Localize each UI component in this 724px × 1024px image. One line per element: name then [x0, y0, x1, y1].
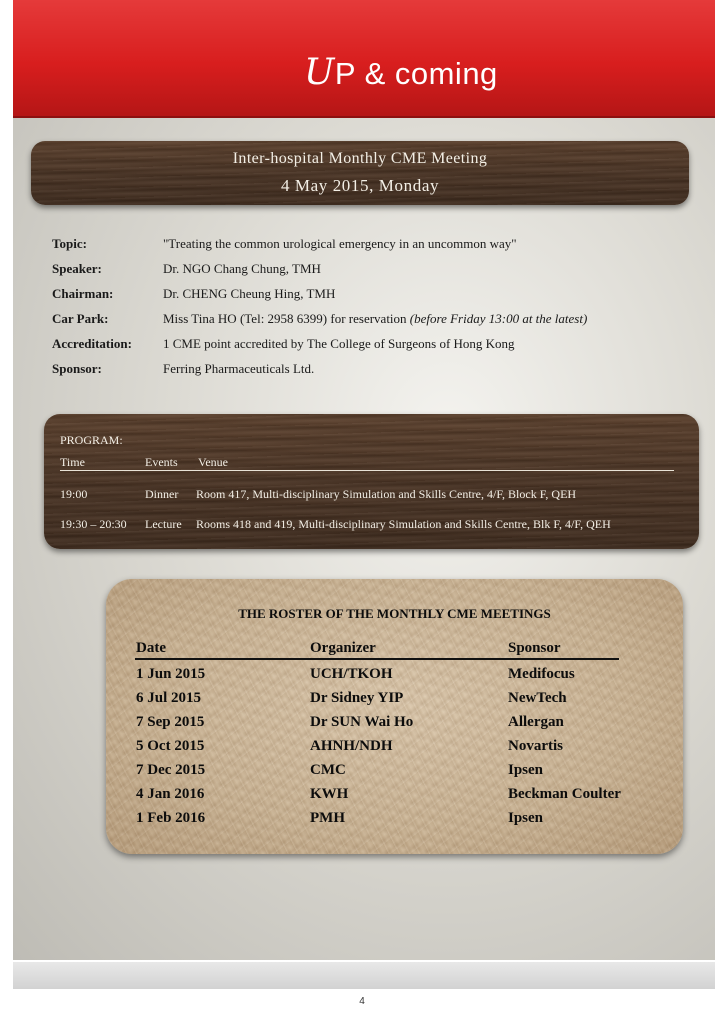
detail-value: Dr. CHENG Cheung Hing, TMH [163, 286, 336, 301]
detail-label: Speaker: [52, 261, 102, 276]
meeting-banner [31, 141, 689, 205]
meeting-title: Inter-hospital Monthly CME Meeting [232, 150, 488, 167]
roster-date: 7 Sep 2015 [136, 714, 205, 730]
program-time: 19:00 [60, 487, 88, 501]
detail-row-speaker [52, 261, 692, 281]
roster-date: 7 Dec 2015 [136, 762, 206, 778]
roster-sponsor: Beckman Coulter [508, 786, 621, 802]
program-event: Lecture [145, 517, 182, 531]
page-number: 4 [359, 996, 365, 1007]
detail-label: Topic: [52, 236, 87, 251]
detail-value: Ferring Pharmaceuticals Ltd. [163, 361, 315, 376]
roster-header-date: Date [136, 640, 166, 656]
detail-row-topic [52, 236, 692, 256]
roster-date: 4 Jan 2016 [136, 786, 205, 802]
program-header-time: Time [60, 455, 85, 469]
program-title: PROGRAM: [60, 433, 123, 447]
program-box [44, 414, 699, 549]
detail-label: Accreditation: [52, 336, 132, 351]
detail-value: 1 CME point accredited by The College of Surgeons of Hong Kong [163, 336, 515, 351]
detail-value: "Treating the common urological emergency in an uncommon way" [163, 236, 517, 251]
roster-organizer: AHNH/NDH [310, 738, 393, 754]
roster-header-sponsor: Sponsor [508, 640, 561, 656]
roster-organizer: KWH [310, 786, 349, 802]
program-time: 19:30 – 20:30 [60, 517, 127, 531]
roster-title: THE ROSTER OF THE MONTHLY CME MEETINGS [238, 606, 551, 621]
footer-bar [13, 962, 715, 989]
section-title [304, 52, 498, 93]
section-title-initial: U [304, 52, 335, 93]
program-header-events: Events [145, 455, 178, 469]
detail-row-sponsor [52, 361, 692, 381]
roster-organizer: Dr Sidney YIP [310, 690, 404, 706]
roster-date: 1 Feb 2016 [136, 810, 206, 826]
section-title-text: P & coming [334, 56, 498, 91]
roster-header-organizer: Organizer [310, 640, 376, 656]
meeting-date: 4 May 2015, Monday [280, 176, 440, 195]
roster-date: 1 Jun 2015 [136, 666, 206, 682]
roster-sponsor: Novartis [508, 738, 563, 754]
program-header-rule [60, 470, 674, 471]
roster-sponsor: NewTech [508, 690, 567, 706]
roster-sponsor: Ipsen [508, 762, 544, 778]
roster-sponsor: Ipsen [508, 810, 544, 826]
program-header-venue: Venue [198, 455, 228, 469]
roster-organizer: PMH [310, 810, 345, 826]
detail-row-car-park [52, 311, 692, 331]
roster-sponsor: Allergan [508, 714, 564, 730]
detail-row-accreditation [52, 336, 692, 356]
detail-label: Sponsor: [52, 361, 102, 376]
program-event: Dinner [145, 487, 179, 501]
roster-sponsor: Medifocus [508, 666, 575, 682]
detail-value: Miss Tina HO (Tel: 2958 6399) for reservation (before Friday 13:00 at the latest) [163, 311, 588, 326]
roster-organizer: UCH/TKOH [310, 666, 393, 682]
header-banner [13, 0, 715, 118]
program-venue: Rooms 418 and 419, Multi-disciplinary Simulation and Skills Centre, Blk F, 4/F, QEH [196, 517, 611, 531]
roster-organizer: Dr SUN Wai Ho [310, 714, 414, 730]
detail-label: Car Park: [52, 311, 109, 326]
detail-value: Dr. NGO Chang Chung, TMH [163, 261, 321, 276]
roster-box [106, 579, 683, 854]
roster-header-rule [135, 658, 619, 660]
roster-date: 6 Jul 2015 [136, 690, 202, 706]
detail-label: Chairman: [52, 286, 114, 301]
roster-organizer: CMC [310, 762, 346, 778]
program-venue: Room 417, Multi-disciplinary Simulation and Skills Centre, 4/F, Block F, QEH [196, 487, 577, 501]
roster-date: 5 Oct 2015 [136, 738, 205, 754]
detail-row-chairman [52, 286, 692, 306]
